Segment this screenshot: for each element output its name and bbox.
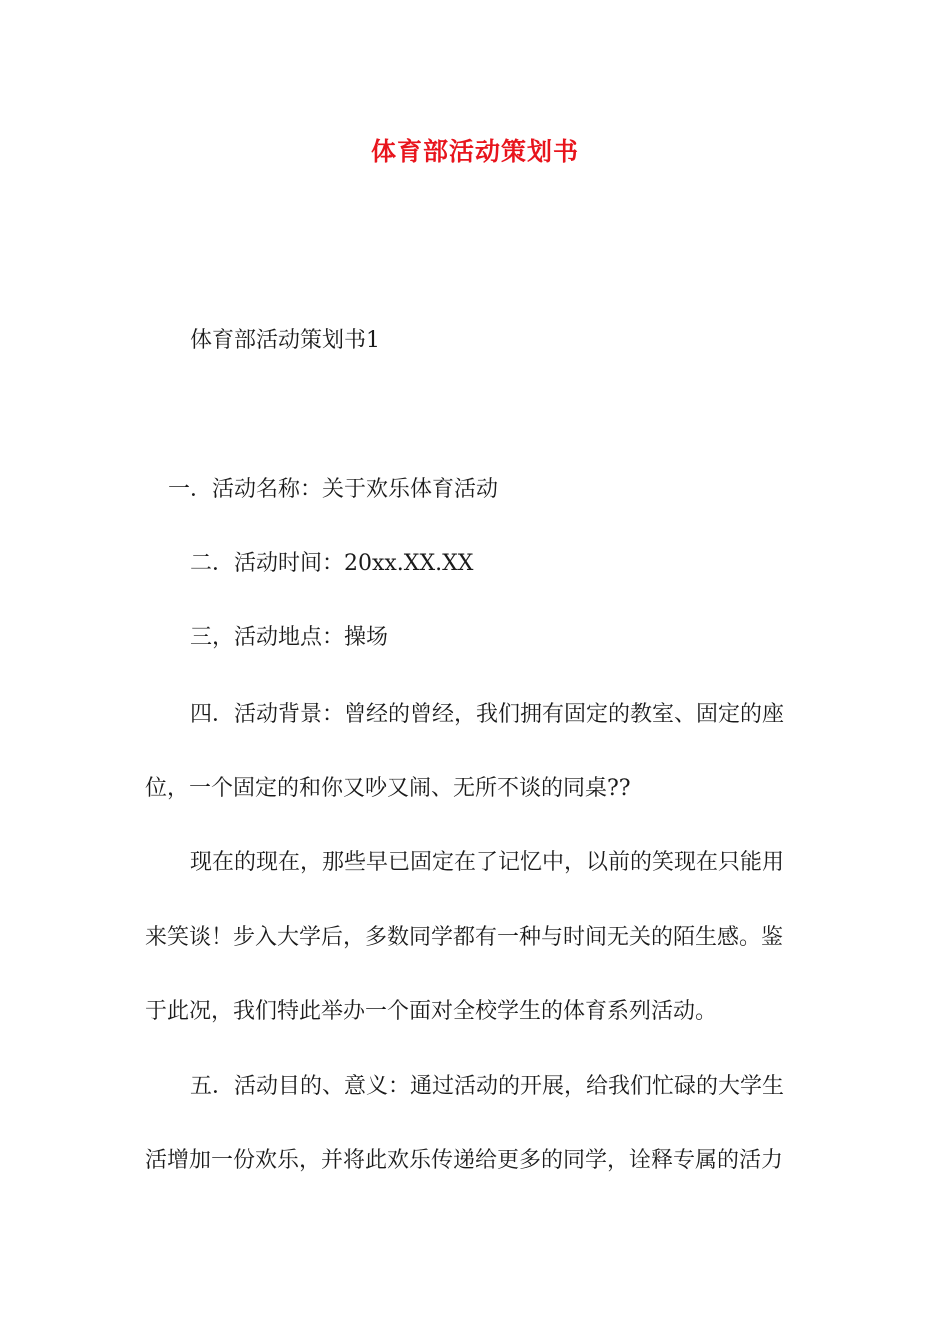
paragraph-line-10: 活增加一份欢乐，并将此欢乐传递给更多的同学，诠释专属的活力 [145, 1148, 784, 1173]
document-title: 体育部活动策划书 [370, 137, 579, 166]
paragraph-line-2: 二．活动时间：20xx.XX.XX [190, 551, 474, 576]
paragraph-line-6: 现在的现在，那些早已固定在了记忆中，以前的笑现在只能用 [190, 850, 785, 875]
paragraph-line-5: 位，一个固定的和你又吵又闹、无所不谈的同桌?? [145, 776, 631, 801]
paragraph-line-4: 四．活动背景：曾经的曾经，我们拥有固定的教室、固定的座 [190, 702, 785, 727]
paragraph-line-1: 一．活动名称：关于欢乐体育活动 [168, 477, 499, 502]
paragraph-line-8: 于此况，我们特此举办一个面对全校学生的体育系列活动。 [145, 999, 718, 1024]
paragraph-line-7: 来笑谈！步入大学后，多数同学都有一种与时间无关的陌生感。鉴 [145, 925, 784, 950]
paragraph-line-3: 三，活动地点：操场 [190, 625, 389, 650]
paragraph-line-9: 五．活动目的、意义：通过活动的开展，给我们忙碌的大学生 [190, 1074, 785, 1099]
section-heading: 体育部活动策划书1 [190, 328, 380, 353]
